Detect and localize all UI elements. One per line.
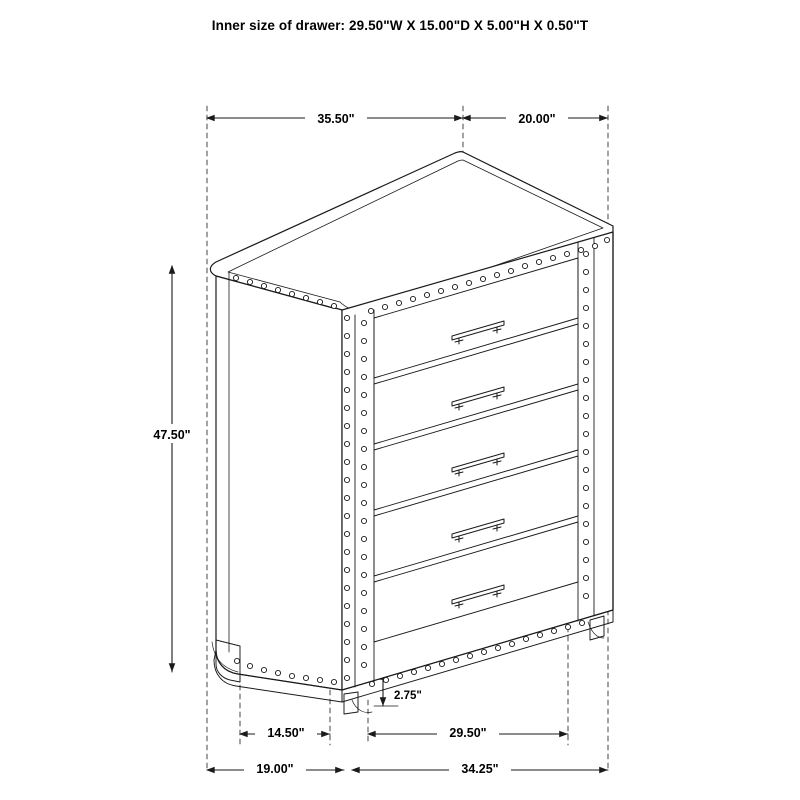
dim-bottom-front-width: 34.25" — [461, 762, 499, 776]
dim-overall-height: 47.50" — [153, 428, 191, 442]
dim-top-side-depth: 20.00" — [518, 112, 556, 126]
dim-front-base-width: 29.50" — [449, 726, 487, 740]
dim-bottom-side-depth: 19.00" — [256, 762, 294, 776]
page-title: Inner size of drawer: 29.50"W X 15.00"D X 5.00"H X 0.50"T — [211, 18, 589, 33]
dim-leg-height: 2.75" — [394, 690, 422, 702]
dim-top-front-width: 35.50" — [317, 112, 355, 126]
dim-side-base-depth: 14.50" — [267, 726, 305, 740]
